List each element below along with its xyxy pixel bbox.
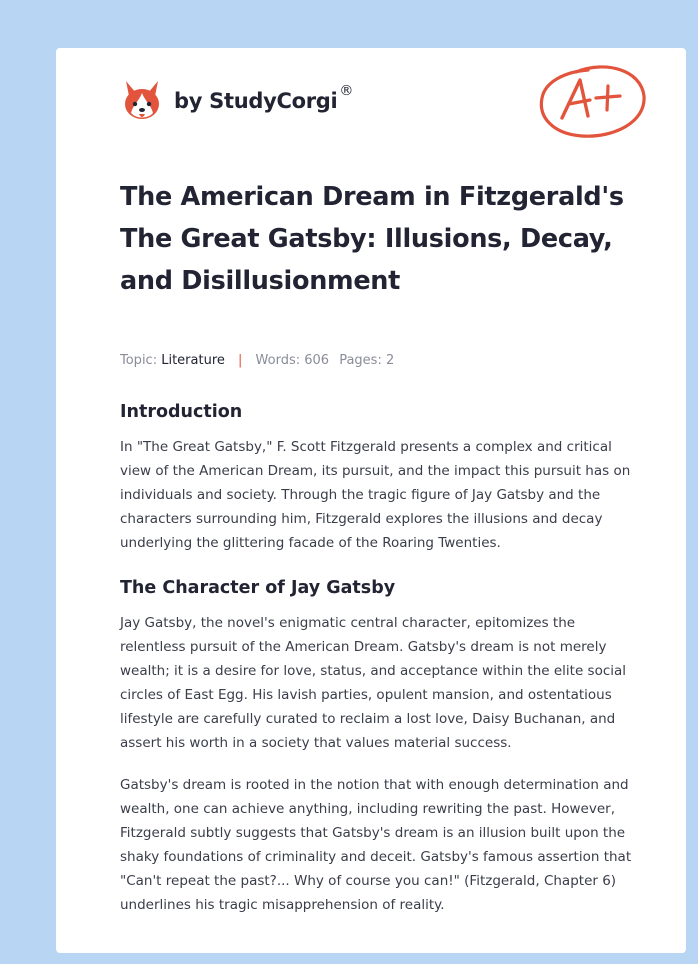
word-count: Words: 606 — [255, 353, 330, 368]
brand-name: by StudyCorgi ® — [174, 83, 354, 113]
meta-separator: | — [238, 353, 243, 368]
grade-text: A+ — [536, 58, 538, 59]
a-plus-grade-icon — [536, 58, 648, 142]
paragraph: Jay Gatsby, the novel's enigmatic central character, epitomizes the relentless pursuit of the American Dream. Gatsby's dream is not merely wealth; it is a desire for love, status, and acceptance within the elite social circles of East Egg. His lavish parties, opulent mansion, and ostentatious lifestyle are carefully curated to reclaim a lost love, Daisy Buchanan, and assert his worth in a society that values material success. — [120, 615, 627, 751]
essay-meta — [120, 353, 394, 368]
document-page — [56, 48, 686, 953]
topic-label: Topic: — [120, 353, 158, 368]
paragraph: Gatsby's dream is rooted in the notion that with enough determination and wealth, one can achieve anything, including rewriting the past. However, Fitzgerald subtly suggests that Gatsby's dream is an illusion built upon the shaky foundations of criminality and deceit. Gatsby's famous assertion that "Can't repeat the past?... Why of course you can!" (Fitzgerald, Chapter 6) underlines his tragic misapprehension of reality. — [120, 777, 632, 913]
registered-mark: ® — [339, 83, 354, 99]
topic-link[interactable]: Literature — [161, 353, 225, 368]
essay-body — [120, 394, 632, 917]
essay-title: The American Dream in Fitzgerald's The Great Gatsby: Illusions, Decay, and Disillusionment — [120, 182, 624, 296]
section-heading-introduction: Introduction — [120, 402, 243, 422]
section-heading-jay-gatsby: The Character of Jay Gatsby — [120, 578, 396, 598]
corgi-icon — [122, 79, 162, 123]
studycorgi-logo[interactable] — [122, 76, 353, 126]
page-count: Pages: 2 — [339, 353, 395, 368]
paragraph: In "The Great Gatsby," F. Scott Fitzgerald presents a complex and critical view of the American Dream, its pursuit, and the impact this pursuit has on individuals and society. Through the tragic figure of Jay Gatsby and the characters surrounding him, Fitzgerald explores the illusions and decay underlying the glittering facade of the Roaring Twenties. — [120, 439, 631, 551]
